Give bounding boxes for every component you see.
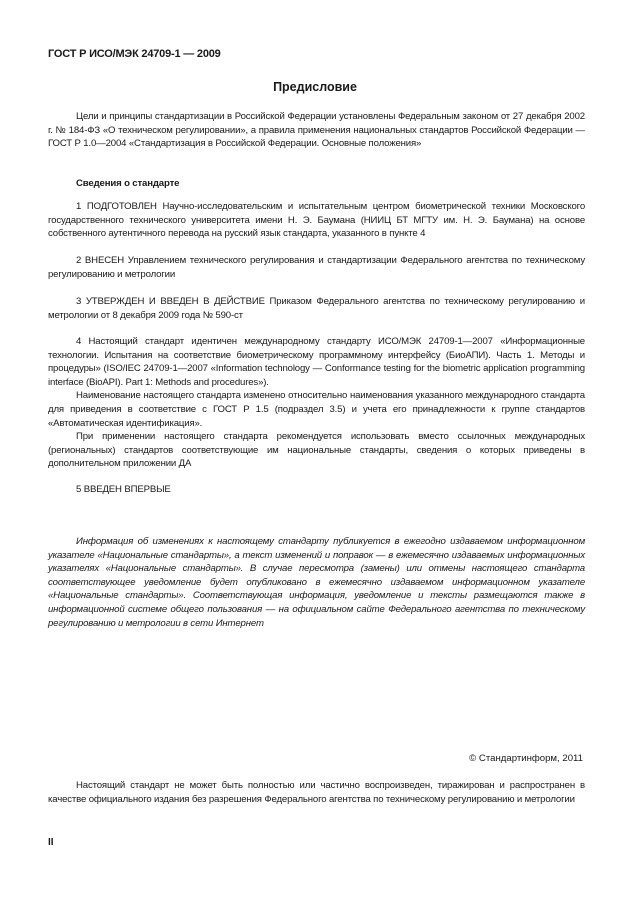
item-4-paragraph-2: Наименование настоящего стандарта изменено относительно наименования указанного международного стандарта для приведения в соответствие с ГОСТ Р 1.5 (подраздел 3.5) и учета его принадлежности к группе стандартов «Автоматическая идентификация». (48, 390, 585, 429)
item-2-block (48, 254, 585, 281)
reproduction-note-text: Настоящий стандарт не может быть полностью или частично воспроизведен, тиражирован и распространен в качестве официального издания без разрешения Федерального агентства по техническому регулированию и метрологии (48, 780, 585, 805)
item-5-text: 5 ВВЕДЕН ВПЕРВЫЕ (76, 484, 171, 495)
copyright-line: © Стандартинформ, 2011 (469, 753, 583, 764)
document-number-header: ГОСТ Р ИСО/МЭК 24709-1 — 2009 (48, 48, 221, 60)
reproduction-note-block (48, 779, 585, 806)
change-notice-text: Информация об изменениях к настоящему стандарту публикуется в ежегодно издаваемом информационном указателе «Национальные стандарты», а текст изменений и поправок — в ежемесячно издаваемых информационных указателях «Национальные стандарты». В случае пересмотра (замены) или отмены настоящего стандарта соответствующее уведомление будет опубликовано в ежемесячно издаваемом информационном указателе «Национальные стандарты». Соответствующая информация, уведомление и тексты размещаются также в информационной системе общего пользования — на официальном сайте Федерального агентства по техническому регулированию и метрологии в сети Интернет (48, 536, 585, 629)
item-4-paragraph-3: При применении настоящего стандарта рекомендуется использовать вместо ссылочных международных (региональных) стандартов соответствующие им национальные стандарты, сведения о которых приведены в дополнительном приложении ДА (48, 431, 585, 470)
item-3-text: 3 УТВЕРЖДЕН И ВВЕДЕН В ДЕЙСТВИЕ Приказом Федерального агентства по техническому регулированию и метрологии от 8 декабря 2009 года № 590-ст (48, 296, 585, 321)
intro-text: Цели и принципы стандартизации в Российской Федерации установлены Федеральным законом от 27 декабря 2002 г. № 184-ФЗ «О техническом регулировании», а правила применения национальных стандартов Российской Федерации — ГОСТ Р 1.0—2004 «Стандартизация в Российской Федерации. Основные положения» (48, 111, 585, 150)
item-2-text: 2 ВНЕСЕН Управлением технического регулирования и стандартизации Федерального агентства по техническому регулированию и метрологии (48, 255, 585, 280)
section-heading-block (48, 177, 585, 191)
item-5-block (48, 483, 585, 497)
item-1-block (48, 200, 585, 241)
change-notice-block (48, 535, 585, 630)
section-heading: Сведения о стандарте (76, 178, 180, 189)
item-4-block (48, 335, 585, 471)
item-3-block (48, 295, 585, 322)
page-number: II (48, 837, 54, 848)
intro-paragraph (48, 110, 585, 151)
item-4-paragraph-1: 4 Настоящий стандарт идентичен международному стандарту ИСО/МЭК 24709-1—2007 «Информационные технологии. Испытания на соответствие биометрическому программному интерфейсу (БиоАПИ). Часть 1. Методы и процедуры» (ISO/IEC 24709-1—2007 «Information technology — Conformance testing for the biometric application programming interface (BioAPI). Part 1: Methods and procedures»). (48, 336, 585, 388)
item-1-text: 1 ПОДГОТОВЛЕН Научно-исследовательским и испытательным центром биометрической техники Московского государственного технического университета имени Н. Э. Баумана (НИИЦ БТ МГТУ им. Н. Э. Баумана) на основе собственного аутентичного перевода на русский язык стандарта, указанного в пункте 4 (48, 201, 585, 240)
page-title: Предисловие (273, 80, 357, 94)
